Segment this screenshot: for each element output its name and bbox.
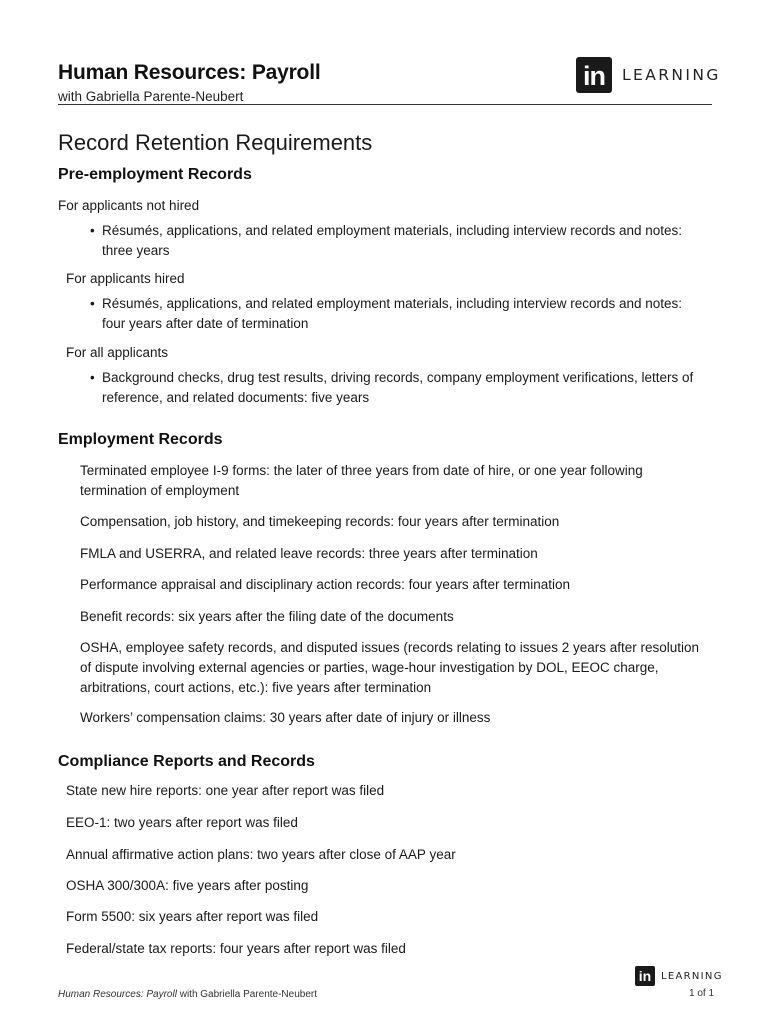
list-item: [90, 368, 700, 408]
record-item: Federal/state tax reports: four years after report was filed: [66, 941, 406, 956]
header-divider: [58, 104, 712, 105]
record-item: EEO-1: two years after report was filed: [66, 815, 298, 830]
course-title: Human Resources: Payroll: [58, 61, 321, 84]
section-heading-compliance: Compliance Reports and Records: [58, 753, 315, 770]
page-number: 1 of 1: [689, 988, 715, 999]
group-label: For all applicants: [66, 345, 169, 360]
list-item: [90, 221, 700, 261]
record-item: FMLA and USERRA, and related leave records: three years after termination: [80, 546, 538, 561]
linkedin-learning-logo: [576, 57, 721, 93]
list-item-text: Résumés, applications, and related employment materials, including interview records and notes: four years after date of termination: [102, 296, 683, 331]
bullet-icon: •: [90, 223, 95, 238]
record-item: Benefit records: six years after the filing date of the documents: [80, 609, 454, 624]
footer-author: with Gabriella Parente-Neubert: [176, 989, 318, 1000]
section-heading-pre-employment: Pre-employment Records: [58, 166, 252, 183]
record-item: Compensation, job history, and timekeeping records: four years after termination: [80, 514, 560, 529]
list-item: [90, 294, 700, 334]
group-label: For applicants hired: [66, 271, 185, 286]
group-label: For applicants not hired: [58, 198, 200, 213]
record-item: Performance appraisal and disciplinary action records: four years after termination: [80, 577, 570, 592]
footer-linkedin-learning-logo: [635, 966, 723, 986]
bullet-icon: •: [90, 370, 95, 385]
record-item: OSHA 300/300A: five years after posting: [66, 878, 309, 893]
footer-course-title: Human Resources: Payroll: [58, 989, 177, 1000]
linkedin-in-icon: in: [576, 57, 612, 93]
record-item: OSHA, employee safety records, and disputed issues (records relating to issues 2 years after resolution of dispute involving external agencies or parties, wage-hour investigation by DOL, EEOC charge, arbitrations, court actions, etc.): five years after termination: [80, 640, 700, 695]
linkedin-in-icon: in: [635, 966, 655, 986]
bullet-icon: •: [90, 296, 95, 311]
record-item: State new hire reports: one year after report was filed: [66, 783, 385, 798]
logo-wordmark: LEARNING: [622, 66, 721, 84]
record-item: Workers’ compensation claims: 30 years after date of injury or illness: [80, 710, 491, 725]
footer-course-line: [58, 989, 317, 1000]
section-heading-employment: Employment Records: [58, 431, 223, 448]
list-item-text: Background checks, drug test results, driving records, company employment verifications, letters of reference, and related documents: five years: [102, 370, 694, 405]
record-item: Form 5500: six years after report was filed: [66, 909, 319, 924]
record-item: Terminated employee I-9 forms: the later of three years from date of hire, or one year following termination of employment: [80, 463, 643, 498]
list-item-text: Résumés, applications, and related employment materials, including interview records and notes: three years: [102, 223, 683, 258]
record-item: Annual affirmative action plans: two years after close of AAP year: [66, 847, 456, 862]
course-author: with Gabriella Parente-Neubert: [58, 89, 244, 104]
logo-wordmark: LEARNING: [661, 970, 723, 982]
page-title: Record Retention Requirements: [58, 130, 373, 155]
